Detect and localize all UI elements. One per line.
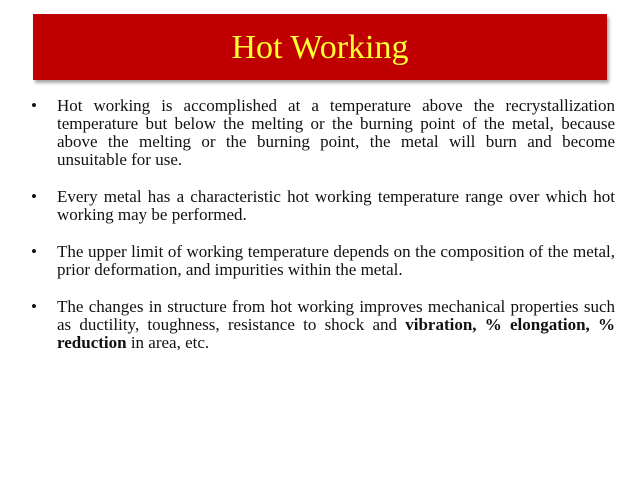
slide-title: Hot Working [231,29,409,66]
bullet-text: Hot working is accomplished at a temperature above the recrystallization temperature but below the melting or the burning point of the metal, because above the melting or the burning point, the metal will burn and become unsuitable for use. [57,96,615,169]
bullet-text-part: The changes in structure from hot working improves mechanical properties such as ductility, toughness, resistance to shock and [57,297,615,334]
title-banner [33,14,607,80]
bullet-text: The upper limit of working temperature depends on the composition of the metal, prior deformation, and impurities within the metal. [57,242,615,279]
bullet-item [30,243,615,279]
bullet-text-part: in area, etc. [126,333,210,352]
bullet-text: Every metal has a characteristic hot working temperature range over which hot working may be performed. [57,187,615,224]
bullet-item [30,97,615,169]
bullet-dot: • [31,297,37,316]
bullet-item [30,298,615,352]
bullet-dot: • [31,187,37,206]
bullet-bold-text: vibration, % elongation, % reduction [57,315,616,352]
bullet-item [30,188,615,224]
bullet-list [30,97,615,371]
bullet-dot: • [31,242,37,261]
bullet-dot: • [31,96,37,115]
